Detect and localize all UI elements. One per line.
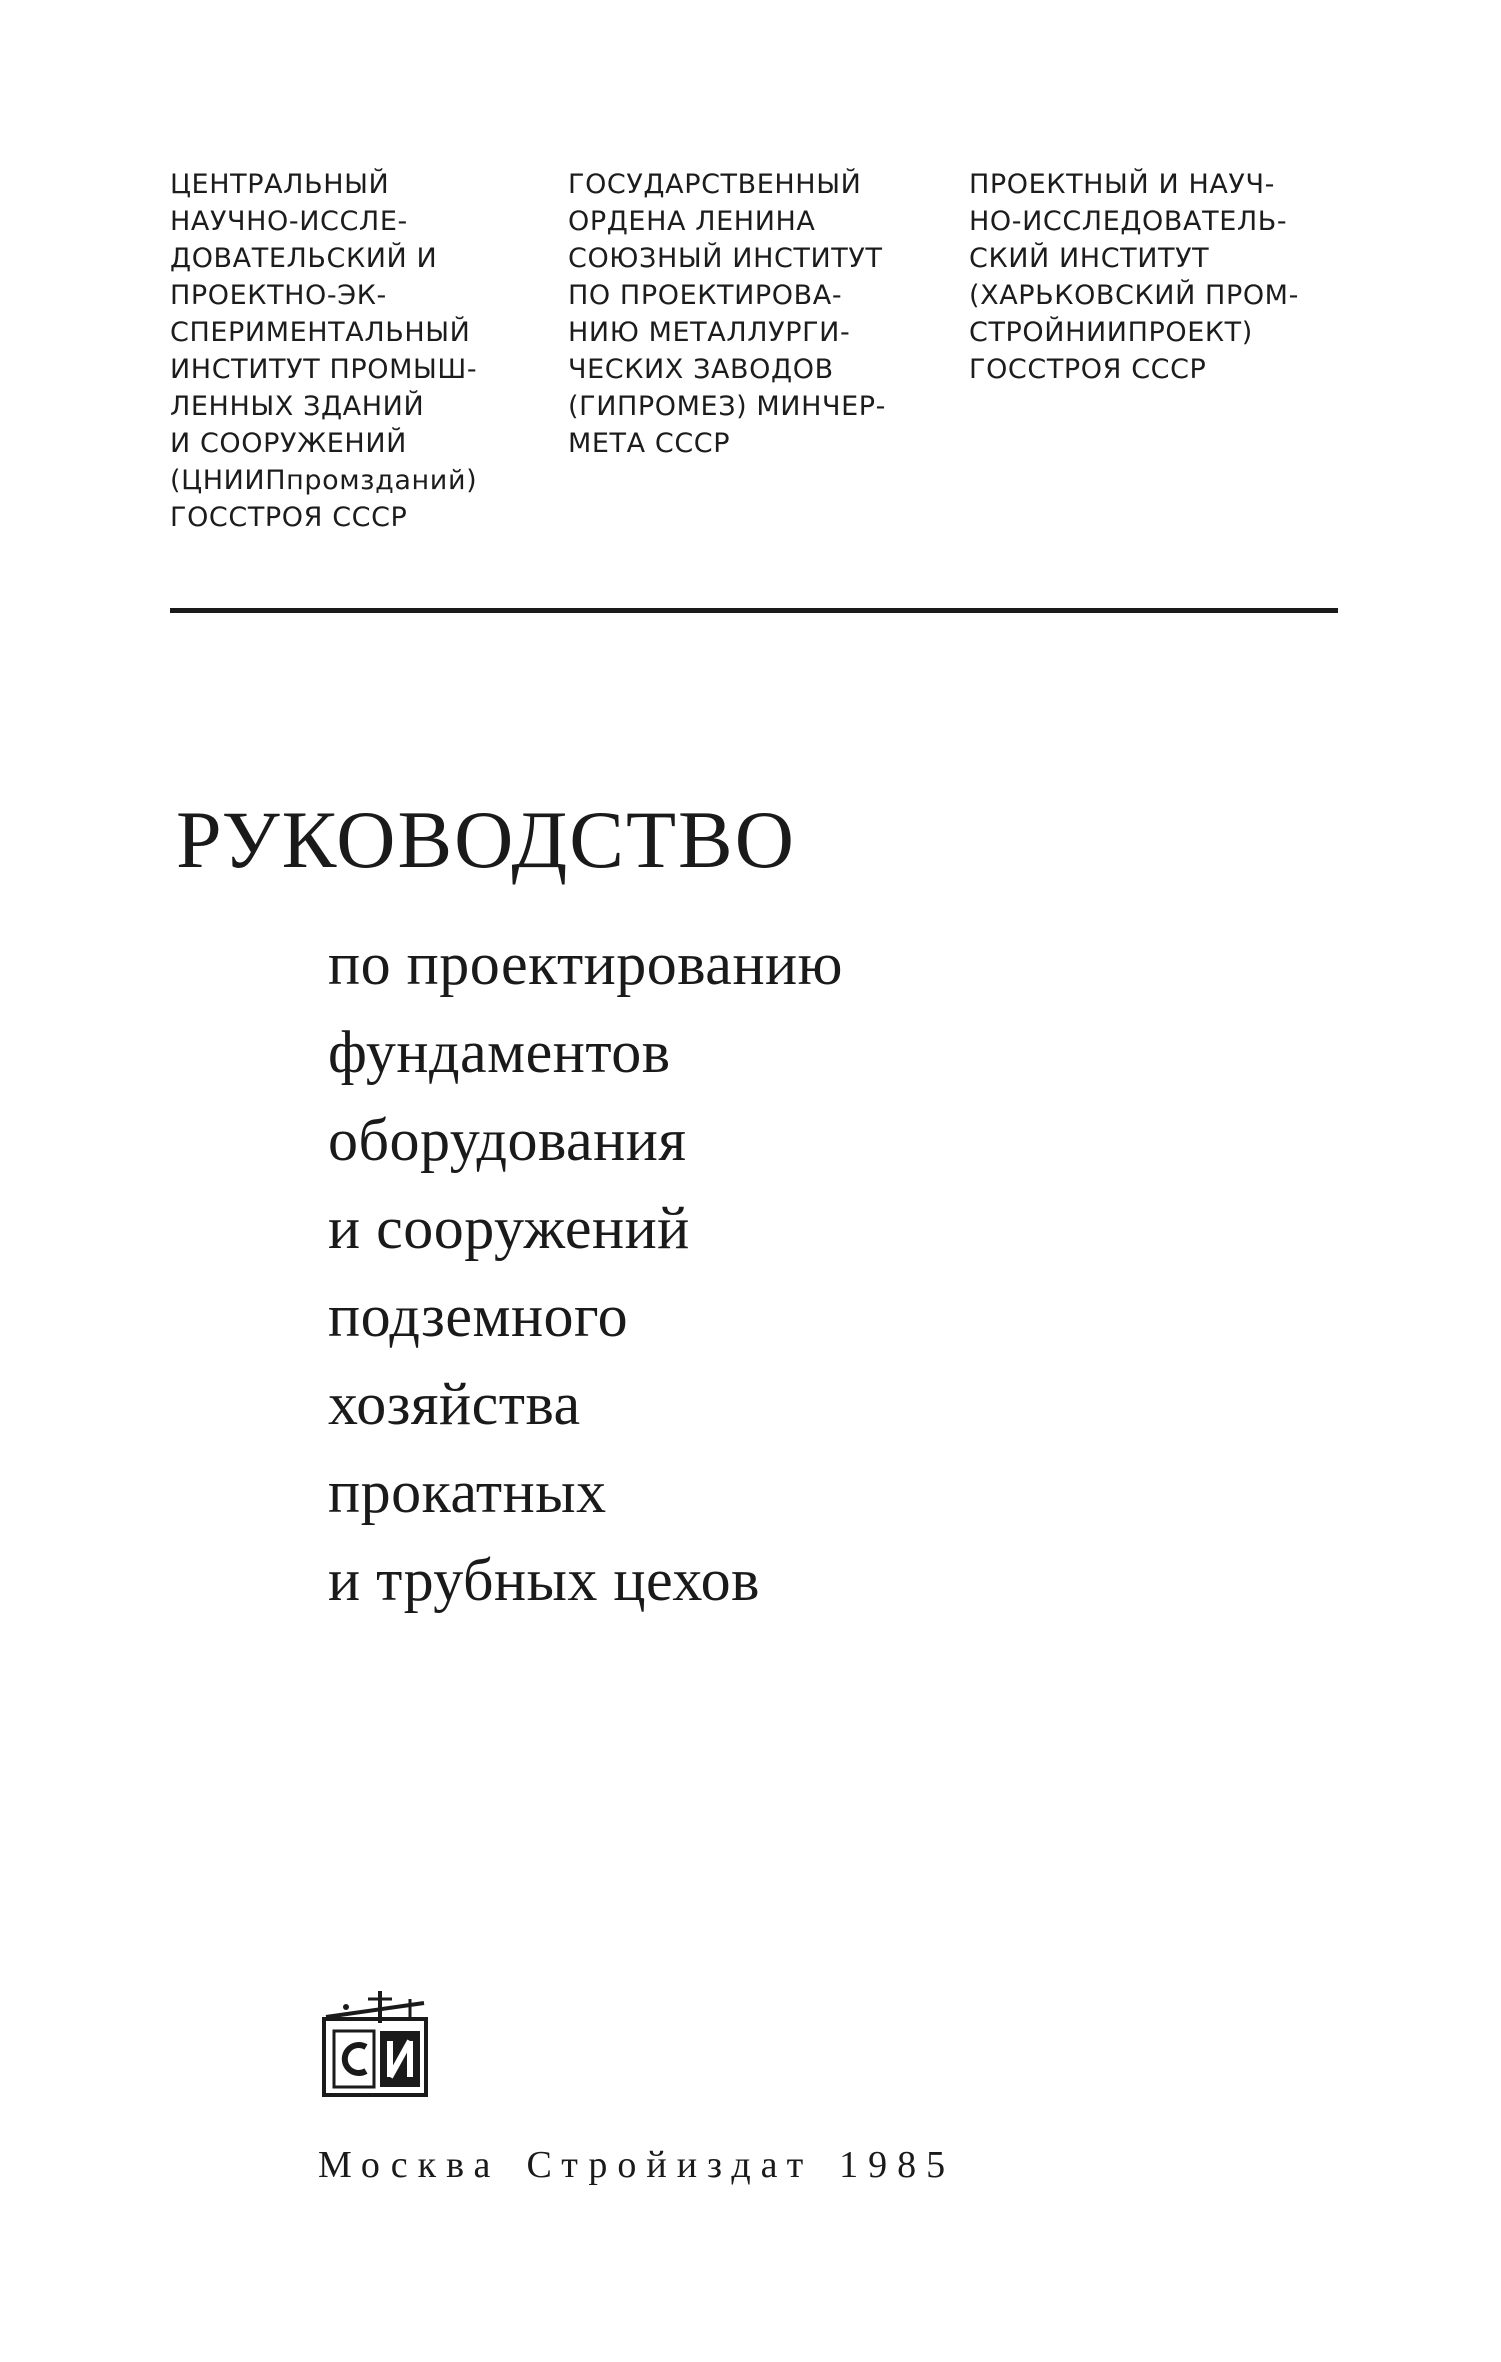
subtitle-line: и трубных цехов: [328, 1547, 760, 1613]
imprint: [318, 2140, 955, 2190]
imprint-publisher: Стройиздат: [526, 2144, 814, 2186]
subtitle-line: и сооружений: [328, 1195, 690, 1261]
subtitle-line: по проектированию: [328, 931, 843, 997]
org-line: ГОССТРОЯ СССР: [969, 354, 1207, 385]
org-line: ПО ПРОЕКТИРОВА-: [568, 280, 843, 311]
publisher-logo-icon: [320, 1985, 430, 2100]
org-line: И СООРУЖЕНИЙ: [170, 428, 407, 459]
org-line: ГОССТРОЯ СССР: [170, 502, 408, 533]
org-line: ЧЕСКИХ ЗАВОДОВ: [568, 354, 834, 385]
org-line: ПРОЕКТНЫЙ И НАУЧ-: [969, 169, 1275, 200]
imprint-year: 1985: [839, 2144, 956, 2186]
org-line: (ХАРЬКОВСКИЙ ПРОМ-: [969, 280, 1299, 311]
org-line: НИЮ МЕТАЛЛУРГИ-: [568, 317, 851, 348]
subtitle-line: подземного: [328, 1283, 629, 1349]
document-subtitle: [328, 920, 843, 1624]
org-line: СКИЙ ИНСТИТУТ: [969, 243, 1210, 274]
org-line: СОЮЗНЫЙ ИНСТИТУТ: [568, 243, 883, 274]
org-line: ГОСУДАРСТВЕННЫЙ: [568, 169, 862, 200]
subtitle-line: хозяйства: [328, 1371, 581, 1437]
org-line: ОРДЕНА ЛЕНИНА: [568, 206, 816, 237]
org-line: СТРОЙНИИПРОЕКТ): [969, 317, 1253, 348]
document-title: РУКОВОДСТВО: [176, 794, 796, 885]
org-line: СПЕРИМЕНТАЛЬНЫЙ: [170, 317, 471, 348]
organization-3: [969, 166, 1299, 388]
subtitle-line: оборудования: [328, 1107, 687, 1173]
org-line: ЦЕНТРАЛЬНЫЙ: [170, 169, 390, 200]
organization-2: [568, 166, 886, 462]
imprint-city: Москва: [318, 2144, 501, 2186]
org-line: (ЦНИИПпромзданий): [170, 465, 478, 496]
organization-1: [170, 166, 477, 536]
subtitle-line: прокатных: [328, 1459, 607, 1525]
subtitle-line: фундаментов: [328, 1019, 671, 1085]
org-line: НО-ИССЛЕДОВАТЕЛЬ-: [969, 206, 1288, 237]
org-line: МЕТА СССР: [568, 428, 731, 459]
org-line: ПРОЕКТНО-ЭК-: [170, 280, 387, 311]
org-line: ИНСТИТУТ ПРОМЫШ-: [170, 354, 478, 385]
horizontal-divider: [170, 608, 1338, 613]
org-line: ЛЕННЫХ ЗДАНИЙ: [170, 391, 425, 422]
org-line: ДОВАТЕЛЬСКИЙ И: [170, 243, 438, 274]
org-line: (ГИПРОМЕЗ) МИНЧЕР-: [568, 391, 887, 422]
org-line: НАУЧНО-ИССЛЕ-: [170, 206, 408, 237]
